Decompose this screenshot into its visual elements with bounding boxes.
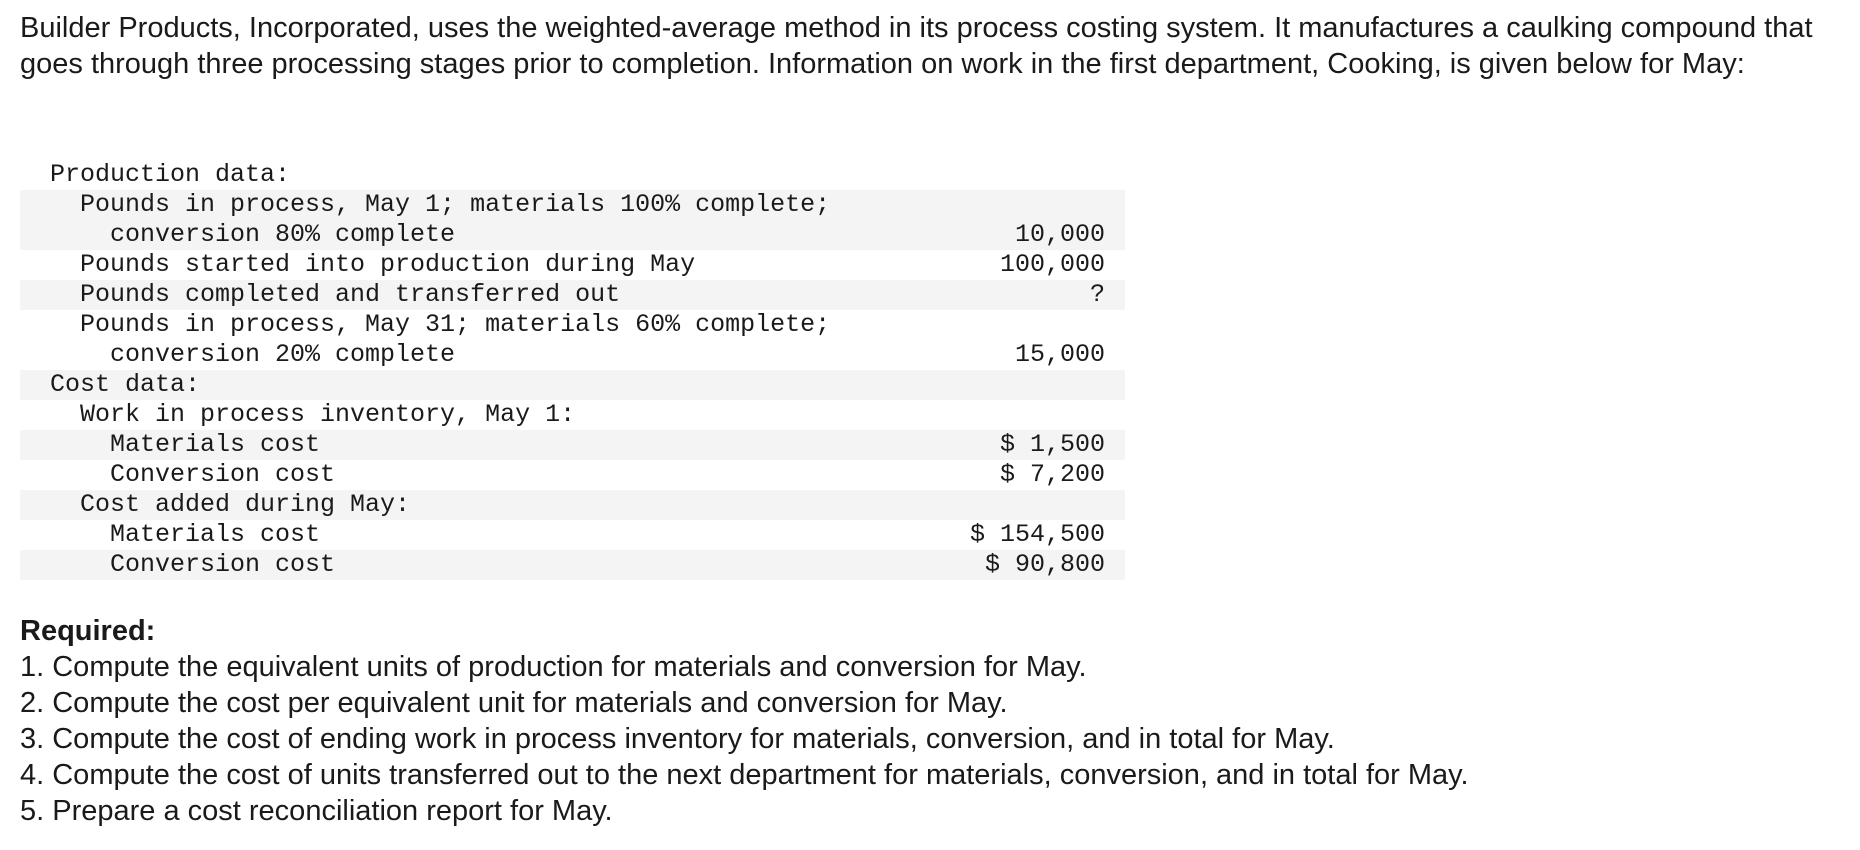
row-value [845,190,1125,220]
table-row [20,250,1125,280]
row-label: Work in process inventory, May 1: [80,400,576,429]
row-label: conversion 80% complete [20,220,845,250]
row-label: Production data: [50,160,291,189]
table-row [20,190,1125,220]
table-row [20,280,1125,310]
row-label: Conversion cost [110,460,336,489]
required-item: 2. Compute the cost per equivalent unit for materials and conversion for May. [20,687,1008,719]
row-value: ? [845,280,1125,310]
row-value [845,370,1125,400]
row-label: Cost added during May: [20,490,845,520]
row-label: Materials cost [20,430,845,460]
row-value: $ 7,200 [999,460,1105,489]
production-cost-data-table [20,160,1125,580]
row-value: $ 1,500 [845,430,1125,460]
row-value [845,160,1125,190]
row-label: Pounds in process, May 31; materials 60% complete; [80,310,831,339]
required-item: 5. Prepare a cost reconciliation report for May. [20,795,613,827]
row-value: $ 154,500 [969,520,1105,549]
table-row [20,160,1125,190]
table-body [20,160,1125,580]
required-item: 4. Compute the cost of units transferred out to the next department for materials, conversion, and in total for May. [20,759,1469,791]
row-value: 100,000 [999,250,1105,279]
table-row [20,310,1125,340]
table-row [20,220,1125,250]
row-label: Cost data: [20,370,845,400]
table-row [20,400,1125,430]
row-value [845,400,1125,430]
row-value: 15,000 [1014,340,1105,369]
table-row [20,550,1125,580]
row-label: Pounds started into production during May [80,250,696,279]
table-row [20,490,1125,520]
table-row [20,520,1125,550]
row-value [845,310,1125,340]
required-section [20,613,1850,829]
required-item: 3. Compute the cost of ending work in process inventory for materials, conversion, and in total for May. [20,723,1335,755]
row-label: Pounds in process, May 1; materials 100% complete; [20,190,845,220]
row-value: 10,000 [845,220,1125,250]
problem-intro: Builder Products, Incorporated, uses the weighted-average method in its process costing system. It manufactures a caulking compound that goes through three processing stages prior to completion. Information on work in the first department, Cooking, is given below for May: [20,12,1813,80]
table-row [20,340,1125,370]
row-value [845,490,1125,520]
row-value: $ 90,800 [845,550,1125,580]
row-label: conversion 20% complete [110,340,456,369]
table-row [20,460,1125,490]
required-item: 1. Compute the equivalent units of production for materials and conversion for May. [20,651,1087,683]
row-label: Pounds completed and transferred out [20,280,845,310]
row-label: Materials cost [110,520,321,549]
table-row [20,430,1125,460]
row-label: Conversion cost [20,550,845,580]
required-list [20,649,1850,829]
required-heading: Required: [20,615,156,647]
table-row [20,370,1125,400]
